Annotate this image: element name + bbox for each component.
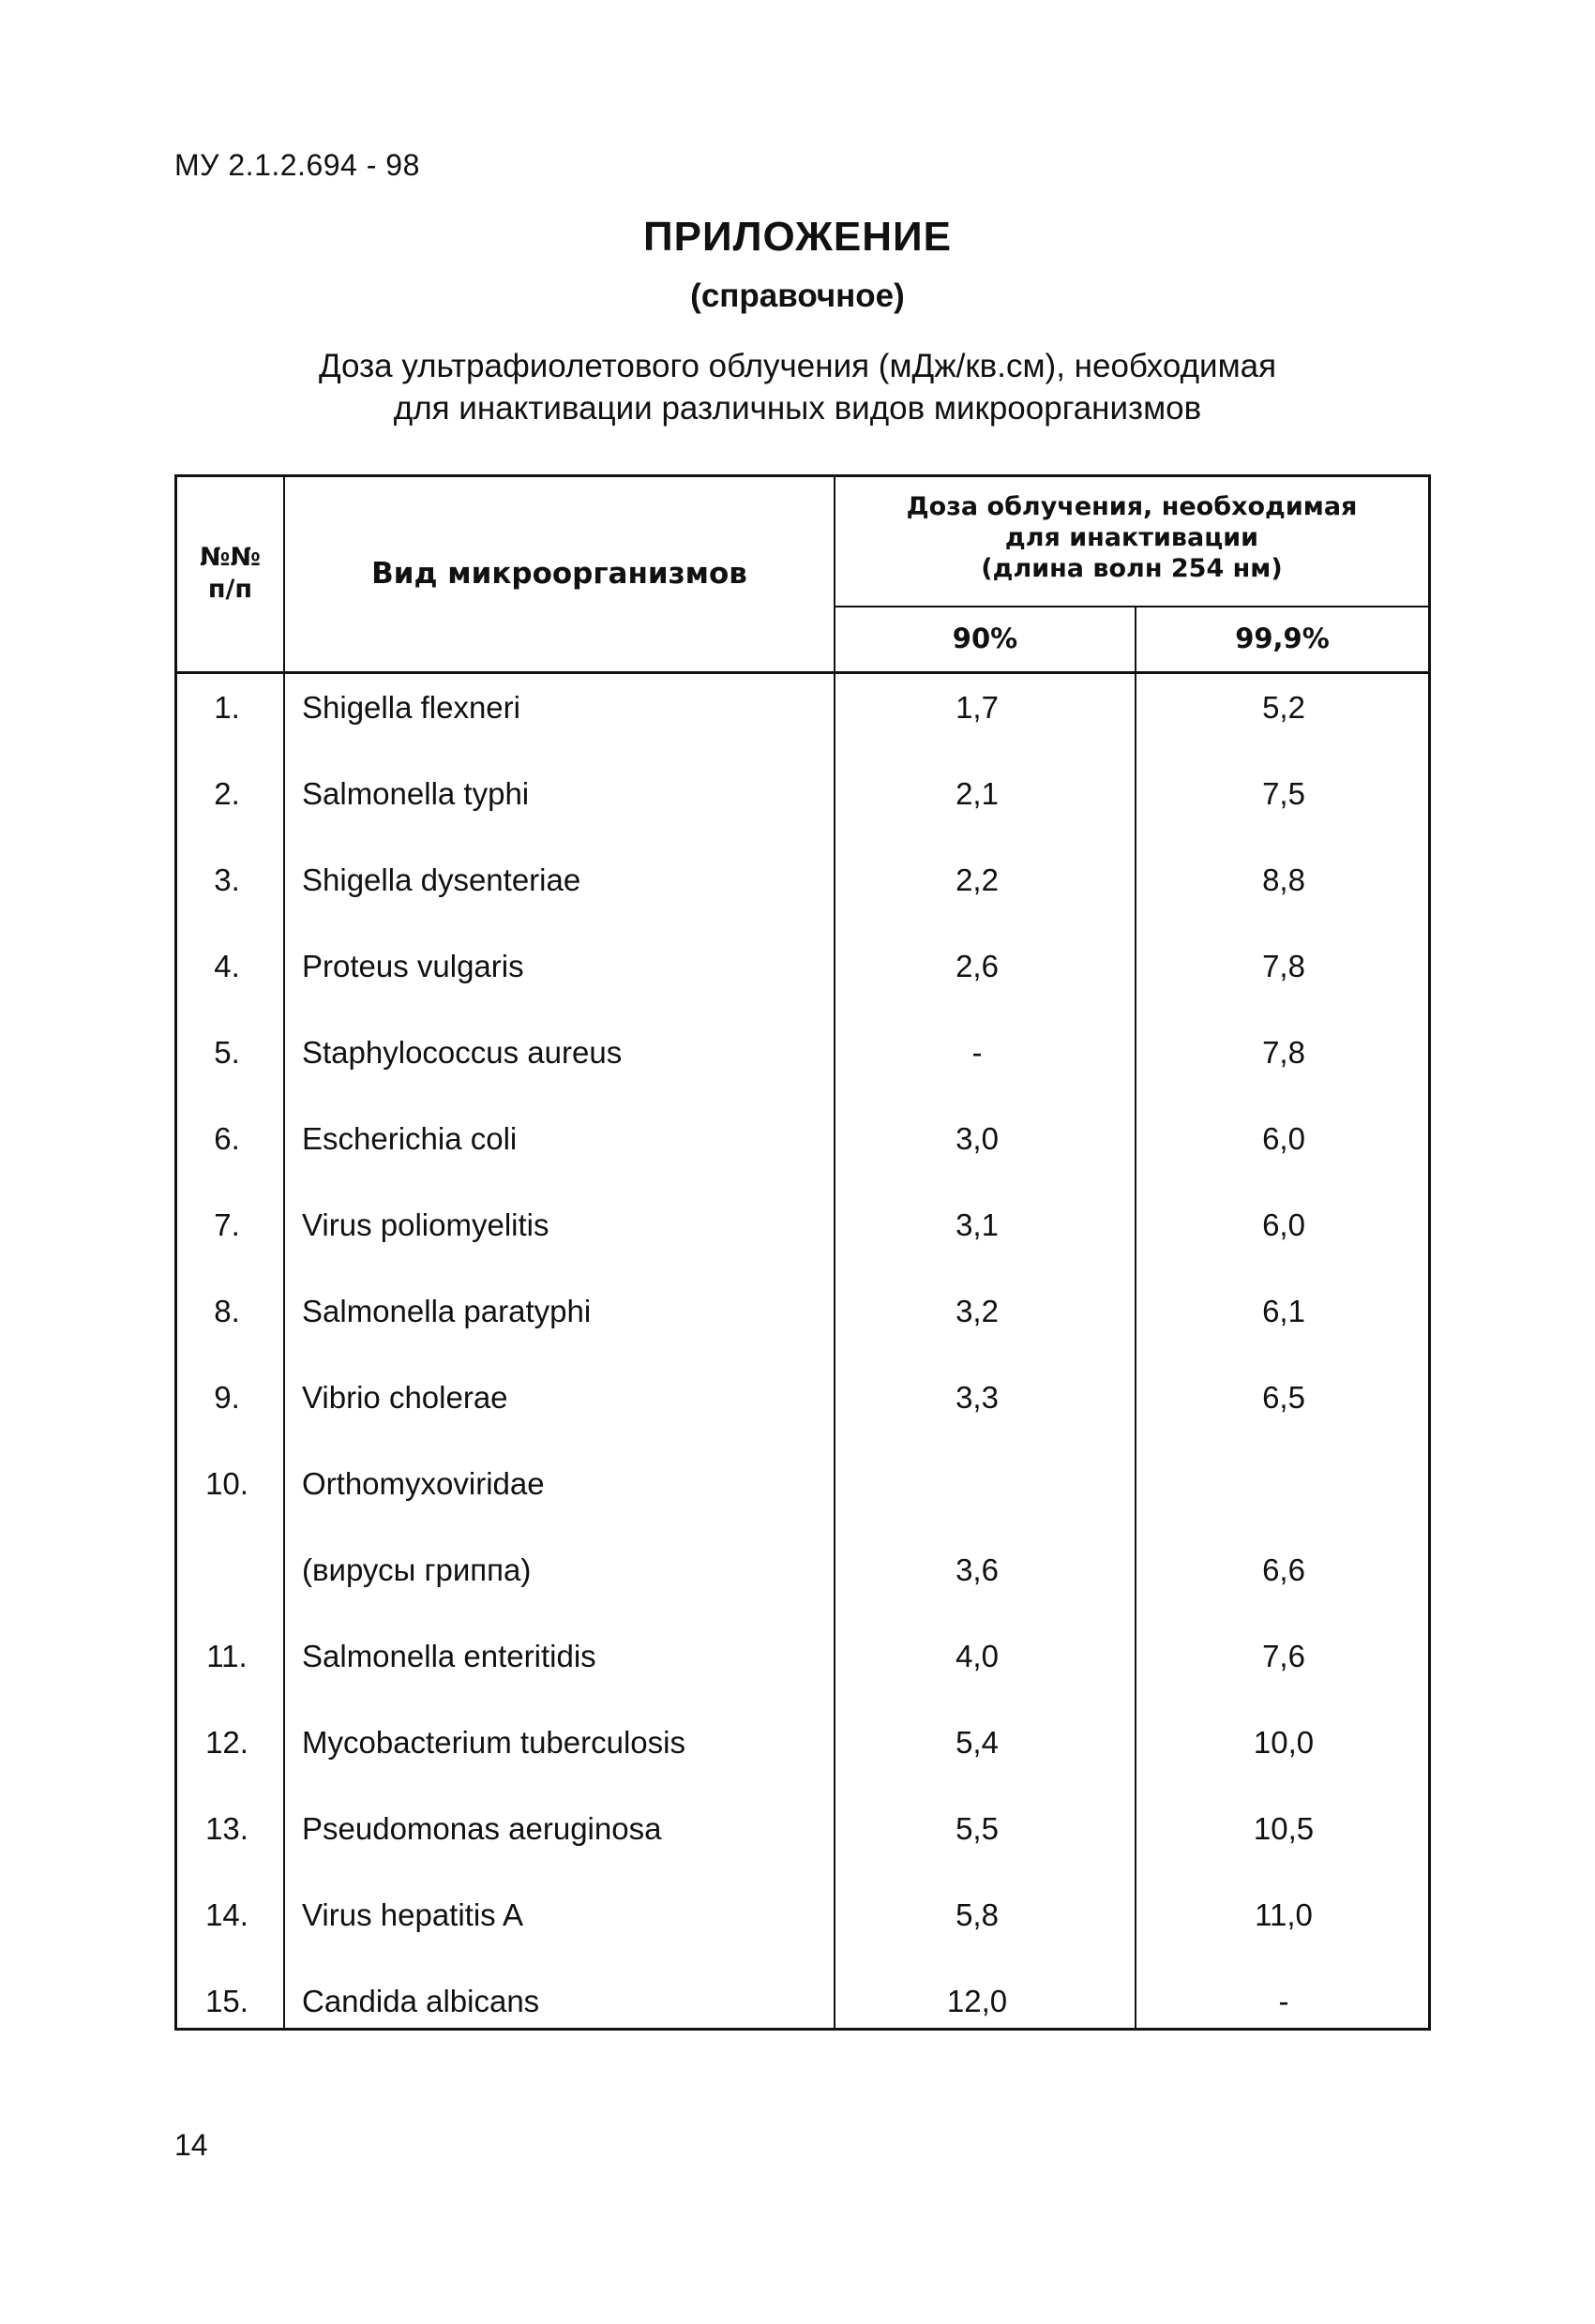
row-dose-999: 6,6 — [1262, 1552, 1305, 1587]
row-dose-999: 6,1 — [1262, 1294, 1305, 1328]
row-number: 3. — [214, 862, 240, 897]
row-species: Salmonella paratyphi — [302, 1294, 592, 1328]
row-species: Shigella dysenteriae — [302, 862, 581, 897]
row-species: Mycobacterium tuberculosis — [302, 1725, 685, 1760]
row-number: 6. — [214, 1121, 240, 1156]
row-species: Candida albicans — [302, 1984, 540, 2018]
row-dose-999: 7,6 — [1262, 1639, 1305, 1673]
column-divider-num — [283, 474, 285, 2031]
row-dose-999: 7,8 — [1262, 949, 1305, 983]
row-number: 2. — [214, 776, 240, 811]
row-number: 9. — [214, 1380, 240, 1415]
row-number: 12. — [205, 1725, 248, 1760]
row-dose-90: 3,1 — [955, 1207, 999, 1242]
row-number: 15. — [205, 1984, 248, 2018]
row-dose-90: 5,4 — [955, 1725, 999, 1760]
row-species: Shigella flexneri — [302, 690, 520, 725]
row-dose-999: 11,0 — [1255, 1897, 1313, 1932]
row-species: Staphylococcus aureus — [302, 1035, 623, 1070]
table-bottom-border — [174, 2028, 1431, 2031]
row-species: Vibrio cholerae — [302, 1380, 508, 1415]
header-num-line-1: №№ — [200, 543, 261, 572]
row-species: Pseudomonas aeruginosa — [302, 1811, 662, 1846]
row-number: 10. — [205, 1466, 248, 1501]
row-number: 5. — [214, 1035, 240, 1070]
row-number: 4. — [214, 949, 240, 983]
row-species: Salmonella typhi — [302, 776, 530, 811]
row-dose-90: 3,2 — [955, 1294, 999, 1328]
header-num — [177, 542, 283, 606]
row-dose-90: 1,7 — [955, 690, 999, 725]
header-dose-line-3: (длина волн 254 нм) — [981, 554, 1283, 583]
row-dose-999: 10,0 — [1253, 1725, 1315, 1760]
row-dose-90: 5,8 — [955, 1897, 999, 1932]
row-dose-90: 3,6 — [955, 1552, 999, 1587]
row-species: Escherichia coli — [302, 1121, 518, 1156]
row-dose-999: 7,5 — [1262, 776, 1305, 811]
row-dose-999: - — [1278, 1984, 1289, 2018]
header-num-line-2: п/п — [207, 575, 253, 604]
header-bottom-border — [174, 671, 1431, 674]
row-dose-999: 6,0 — [1262, 1207, 1305, 1242]
caption-line-1: Доза ультрафиолетового облучения (мДж/кв.см), необходимая — [318, 348, 1277, 384]
header-species: Вид микроорганизмов — [371, 557, 747, 591]
appendix-title: ПРИЛОЖЕНИЕ — [643, 214, 952, 260]
page-number: 14 — [174, 2128, 208, 2162]
row-dose-90: 3,3 — [955, 1380, 999, 1415]
header-99-9-percent: 99,9% — [1235, 622, 1330, 654]
header-dose-line-2: для инактивации — [1004, 523, 1259, 552]
row-number: 11. — [206, 1639, 248, 1673]
row-species: Virus poliomyelitis — [302, 1207, 549, 1242]
table-top-border — [174, 474, 1431, 477]
row-number: 7. — [214, 1207, 240, 1242]
row-number: 1. — [214, 690, 240, 725]
row-dose-999: 5,2 — [1262, 690, 1305, 725]
row-dose-999: 8,8 — [1262, 862, 1305, 897]
caption-line-2: для инактивации различных видов микроорганизмов — [393, 390, 1202, 427]
row-dose-90: 12,0 — [946, 1984, 1008, 2018]
row-species: (вирусы гриппа) — [302, 1552, 532, 1587]
row-dose-90: 2,6 — [955, 949, 999, 983]
row-dose-90: - — [971, 1035, 983, 1070]
dose-table — [174, 474, 1431, 2031]
row-species: Orthomyxoviridae — [302, 1466, 545, 1501]
row-dose-999: 7,8 — [1262, 1035, 1305, 1070]
appendix-subtitle: (справочное) — [690, 277, 905, 314]
row-species: Salmonella enteritidis — [302, 1639, 596, 1673]
row-dose-999: 6,5 — [1262, 1380, 1305, 1415]
row-number: 13. — [205, 1811, 248, 1846]
header-divider-dose — [835, 606, 1431, 607]
header-dose — [835, 491, 1428, 584]
row-dose-90: 4,0 — [955, 1639, 999, 1673]
row-dose-999: 6,0 — [1262, 1121, 1305, 1156]
row-dose-90: 2,2 — [955, 862, 999, 897]
document-code: МУ 2.1.2.694 - 98 — [174, 148, 420, 182]
row-dose-90: 2,1 — [955, 776, 999, 811]
row-number: 14. — [205, 1897, 248, 1932]
row-dose-90: 5,5 — [955, 1811, 999, 1846]
row-dose-999: 10,5 — [1253, 1811, 1315, 1846]
header-dose-line-1: Доза облучения, необходимая — [906, 492, 1358, 521]
row-number: 8. — [214, 1294, 240, 1328]
row-species: Proteus vulgaris — [302, 949, 524, 983]
row-species: Virus hepatitis A — [302, 1897, 524, 1932]
row-dose-90: 3,0 — [955, 1121, 999, 1156]
header-90-percent: 90% — [952, 622, 1018, 654]
table-caption — [0, 345, 1595, 429]
